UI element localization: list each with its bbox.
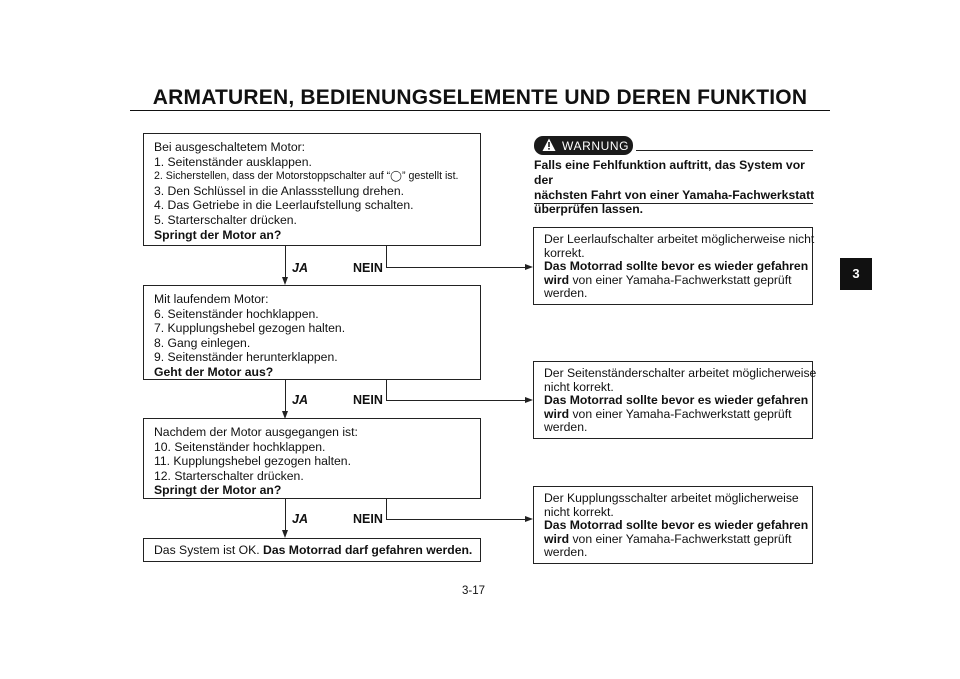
result-bold-line: Das Motorrad sollte bevor es wieder gefahren xyxy=(544,518,809,533)
arrow-right-icon xyxy=(525,397,533,403)
result-bold-line: Das Motorrad sollte bevor es wieder gefahren xyxy=(544,393,809,408)
connector-yes-1 xyxy=(285,246,286,278)
flow-final-box xyxy=(143,538,481,562)
result-bold-line: Das Motorrad sollte bevor es wieder gefahren xyxy=(544,259,809,274)
result-line: Der Leerlaufschalter arbeitet möglicherweise nicht xyxy=(544,232,815,246)
result-box-clutch-switch xyxy=(533,486,813,564)
yes-label: JA xyxy=(292,393,308,407)
chapter-tab: 3 xyxy=(840,258,872,290)
arrow-down-icon xyxy=(282,277,288,285)
result-line: werden. xyxy=(544,545,588,560)
connector-no-2 xyxy=(386,380,387,400)
step2-line: 6. Seitenständer hochklappen. xyxy=(154,306,319,321)
step3-line: 10. Seitenständer hochklappen. xyxy=(154,439,326,454)
connector-no-3-h xyxy=(386,519,526,520)
flow-step-2-box xyxy=(143,285,481,380)
step2-line: 9. Seitenständer herunterklappen. xyxy=(154,350,338,365)
warning-rule xyxy=(636,150,813,151)
yes-label: JA xyxy=(292,261,308,275)
final-text-bold: Das Motorrad darf gefahren werden. xyxy=(263,543,473,557)
step1-line: 4. Das Getriebe in die Leerlaufstellung schalten. xyxy=(154,198,414,213)
step2-line: Mit laufendem Motor: xyxy=(154,292,269,306)
warning-text xyxy=(534,158,824,217)
connector-no-1-h xyxy=(386,267,526,268)
step1-line: 1. Seitenständer ausklappen. xyxy=(154,154,312,169)
step2-question: Geht der Motor aus? xyxy=(154,364,274,379)
connector-yes-3 xyxy=(285,499,286,531)
result-box-sidestand-switch xyxy=(533,361,817,439)
title-underline xyxy=(130,110,830,111)
result-line: von einer Yamaha-Fachwerkstatt geprüft xyxy=(569,531,792,546)
step2-line: 8. Gang einlegen. xyxy=(154,335,251,350)
no-label: NEIN xyxy=(353,393,383,407)
flow-step-1-box xyxy=(143,133,481,246)
result-line: werden. xyxy=(544,420,588,435)
warning-label: WARNUNG xyxy=(562,139,630,153)
arrow-right-icon xyxy=(525,516,533,522)
result-line: von einer Yamaha-Fachwerkstatt geprüft xyxy=(569,406,792,421)
result-line: korrekt. xyxy=(544,245,585,260)
result-line: werden. xyxy=(544,286,588,301)
step1-question: Springt der Motor an? xyxy=(154,227,282,242)
result-bold-word: wird xyxy=(544,272,570,287)
step1-line: 2. Sicherstellen, dass der Motorstoppschalter auf “◯” gestellt ist. xyxy=(154,170,459,183)
result-line: Der Seitenständerschalter arbeitet möglicherweise xyxy=(544,366,817,380)
warning-bottom-rule xyxy=(534,203,813,204)
page-title: ARMATUREN, BEDIENUNGSELEMENTE UND DEREN FUNKTION xyxy=(152,86,808,109)
warning-line: Falls eine Fehlfunktion auftritt, das System vor der xyxy=(534,158,805,187)
result-bold-word: wird xyxy=(544,531,570,546)
connector-yes-2 xyxy=(285,380,286,412)
connector-no-3 xyxy=(386,499,387,519)
step1-line: 3. Den Schlüssel in die Anlassstellung drehen. xyxy=(154,183,404,198)
arrow-down-icon xyxy=(282,530,288,538)
result-line: nicht korrekt. xyxy=(544,504,614,519)
result-bold-word: wird xyxy=(544,406,570,421)
result-line: nicht korrekt. xyxy=(544,379,614,394)
warning-line: nächsten Fahrt von einer Yamaha-Fachwerkstatt xyxy=(534,187,815,202)
warning-badge xyxy=(534,136,633,155)
result-line: von einer Yamaha-Fachwerkstatt geprüft xyxy=(569,272,792,287)
final-text: Das System ist OK. xyxy=(154,543,264,557)
result-line: Der Kupplungsschalter arbeitet möglicherweise xyxy=(544,491,799,505)
warning-icon xyxy=(542,138,556,152)
step3-line: Nachdem der Motor ausgegangen ist: xyxy=(154,425,358,439)
step3-question: Springt der Motor an? xyxy=(154,483,282,498)
no-label: NEIN xyxy=(353,261,383,275)
no-label: NEIN xyxy=(353,512,383,526)
page-number: 3-17 xyxy=(462,585,486,597)
flow-step-3-box xyxy=(143,418,481,499)
result-box-neutral-switch xyxy=(533,227,813,305)
yes-label: JA xyxy=(292,512,308,526)
step3-line: 11. Kupplungshebel gezogen halten. xyxy=(154,454,351,469)
step1-line: 5. Starterschalter drücken. xyxy=(154,212,297,227)
step3-line: 12. Starterschalter drücken. xyxy=(154,468,304,483)
connector-no-1 xyxy=(386,246,387,267)
arrow-right-icon xyxy=(525,264,533,270)
connector-no-2-h xyxy=(386,400,526,401)
warning-line: überprüfen lassen. xyxy=(534,202,644,217)
step1-line: Bei ausgeschaltetem Motor: xyxy=(154,140,306,154)
step2-line: 7. Kupplungshebel gezogen halten. xyxy=(154,321,346,336)
